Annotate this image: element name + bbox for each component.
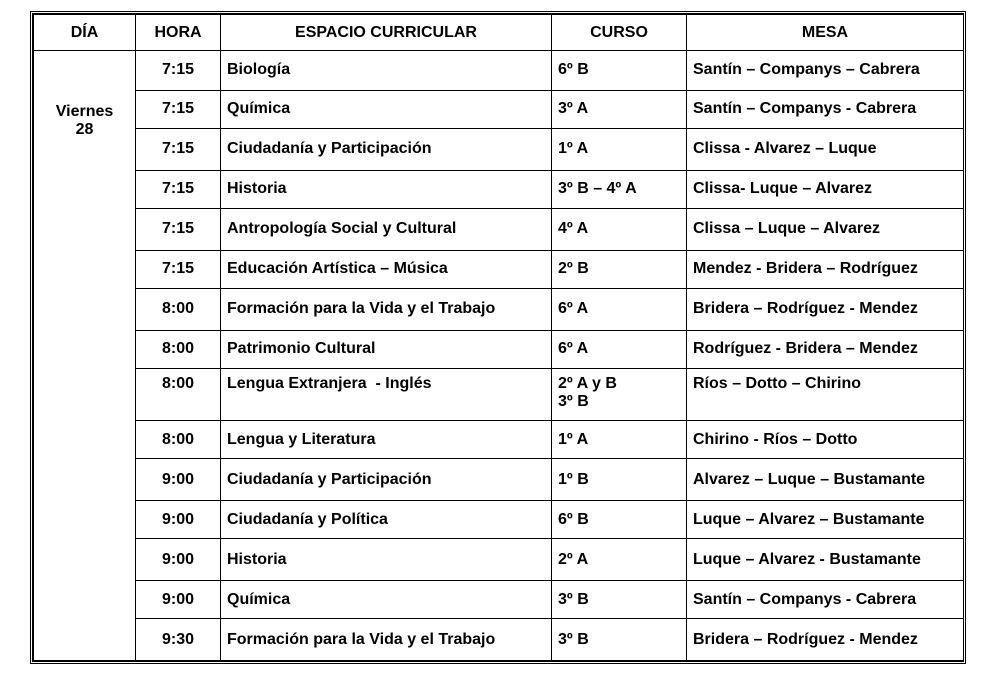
curso-cell: 6º B	[552, 500, 687, 539]
espacio-curricular-cell: Historia	[221, 170, 552, 209]
hora-cell: 7:15	[136, 129, 221, 171]
mesa-cell: Ríos – Dotto – Chirino	[687, 369, 964, 421]
mesa-cell: Santín – Companys – Cabrera	[687, 51, 964, 91]
table-row	[34, 459, 964, 501]
curso-cell: 6º B	[552, 51, 687, 91]
mesa-cell: Bridera – Rodríguez - Mendez	[687, 289, 964, 331]
table-row	[34, 580, 964, 619]
table-row	[34, 369, 964, 421]
hora-cell: 7:15	[136, 51, 221, 91]
table-row	[34, 51, 964, 91]
mesa-cell: Chirino - Ríos – Dotto	[687, 420, 964, 459]
table-row	[34, 330, 964, 369]
curso-cell: 4º A	[552, 209, 687, 251]
mesa-cell: Mendez - Bridera – Rodríguez	[687, 250, 964, 289]
espacio-curricular-cell: Química	[221, 580, 552, 619]
hora-cell: 9:00	[136, 580, 221, 619]
curso-cell: 1º B	[552, 459, 687, 501]
espacio-curricular-cell: Educación Artística – Música	[221, 250, 552, 289]
header-espacio-curricular: ESPACIO CURRICULAR	[221, 15, 552, 51]
exam-schedule-table	[33, 14, 964, 661]
table-row	[34, 420, 964, 459]
hora-cell: 9:00	[136, 459, 221, 501]
header-dia: DÍA	[34, 15, 136, 51]
table-row	[34, 619, 964, 661]
table-row	[34, 129, 964, 171]
espacio-curricular-cell: Patrimonio Cultural	[221, 330, 552, 369]
curso-cell: 3º B	[552, 619, 687, 661]
mesa-cell: Clissa – Luque – Alvarez	[687, 209, 964, 251]
curso-cell: 3º B – 4º A	[552, 170, 687, 209]
hora-cell: 7:15	[136, 250, 221, 289]
espacio-curricular-cell: Historia	[221, 539, 552, 581]
espacio-curricular-cell: Antropología Social y Cultural	[221, 209, 552, 251]
hora-cell: 7:15	[136, 170, 221, 209]
espacio-curricular-cell: Química	[221, 90, 552, 129]
mesa-cell: Clissa- Luque – Alvarez	[687, 170, 964, 209]
header-row	[34, 15, 964, 51]
mesa-cell: Santín – Companys - Cabrera	[687, 580, 964, 619]
mesa-cell: Luque – Alvarez - Bustamante	[687, 539, 964, 581]
hora-cell: 8:00	[136, 369, 221, 421]
hora-cell: 9:00	[136, 539, 221, 581]
curso-line: 2º A y B	[558, 375, 617, 393]
hora-cell: 7:15	[136, 90, 221, 129]
espacio-curricular-cell: Formación para la Vida y el Trabajo	[221, 619, 552, 661]
hora-cell: 8:00	[136, 330, 221, 369]
header-hora: HORA	[136, 15, 221, 51]
table-row	[34, 170, 964, 209]
espacio-curricular-cell: Ciudadanía y Participación	[221, 459, 552, 501]
hora-cell: 7:15	[136, 209, 221, 251]
mesa-cell: Alvarez – Luque – Bustamante	[687, 459, 964, 501]
espacio-curricular-cell: Ciudadanía y Política	[221, 500, 552, 539]
curso-cell: 2º A	[552, 539, 687, 581]
curso-cell: 2º B	[552, 250, 687, 289]
table-row	[34, 289, 964, 331]
curso-cell: 6º A	[552, 330, 687, 369]
table-row	[34, 500, 964, 539]
curso-cell	[552, 369, 687, 421]
mesa-cell: Clissa - Alvarez – Luque	[687, 129, 964, 171]
mesa-cell: Luque – Alvarez – Bustamante	[687, 500, 964, 539]
curso-cell: 1º A	[552, 129, 687, 171]
table-row	[34, 90, 964, 129]
header-mesa: MESA	[687, 15, 964, 51]
espacio-curricular-cell: Formación para la Vida y el Trabajo	[221, 289, 552, 331]
espacio-curricular-cell: Ciudadanía y Participación	[221, 129, 552, 171]
header-curso: CURSO	[552, 15, 687, 51]
hora-cell: 9:30	[136, 619, 221, 661]
curso-cell: 3º A	[552, 90, 687, 129]
table-row	[34, 250, 964, 289]
mesa-cell: Santín – Companys - Cabrera	[687, 90, 964, 129]
hora-cell: 8:00	[136, 420, 221, 459]
espacio-curricular-cell: Lengua y Literatura	[221, 420, 552, 459]
curso-cell: 6º A	[552, 289, 687, 331]
hora-cell: 9:00	[136, 500, 221, 539]
mesa-cell: Bridera – Rodríguez - Mendez	[687, 619, 964, 661]
table-row	[34, 539, 964, 581]
table-row	[34, 209, 964, 251]
espacio-curricular-cell: Biología	[221, 51, 552, 91]
curso-cell: 3º B	[552, 580, 687, 619]
curso-line: 3º B	[558, 393, 589, 411]
curso-cell: 1º A	[552, 420, 687, 459]
dia-cell: Viernes 28	[34, 51, 136, 661]
mesa-cell: Rodríguez - Bridera – Mendez	[687, 330, 964, 369]
espacio-curricular-cell: Lengua Extranjera - Inglés	[221, 369, 552, 421]
hora-cell: 8:00	[136, 289, 221, 331]
